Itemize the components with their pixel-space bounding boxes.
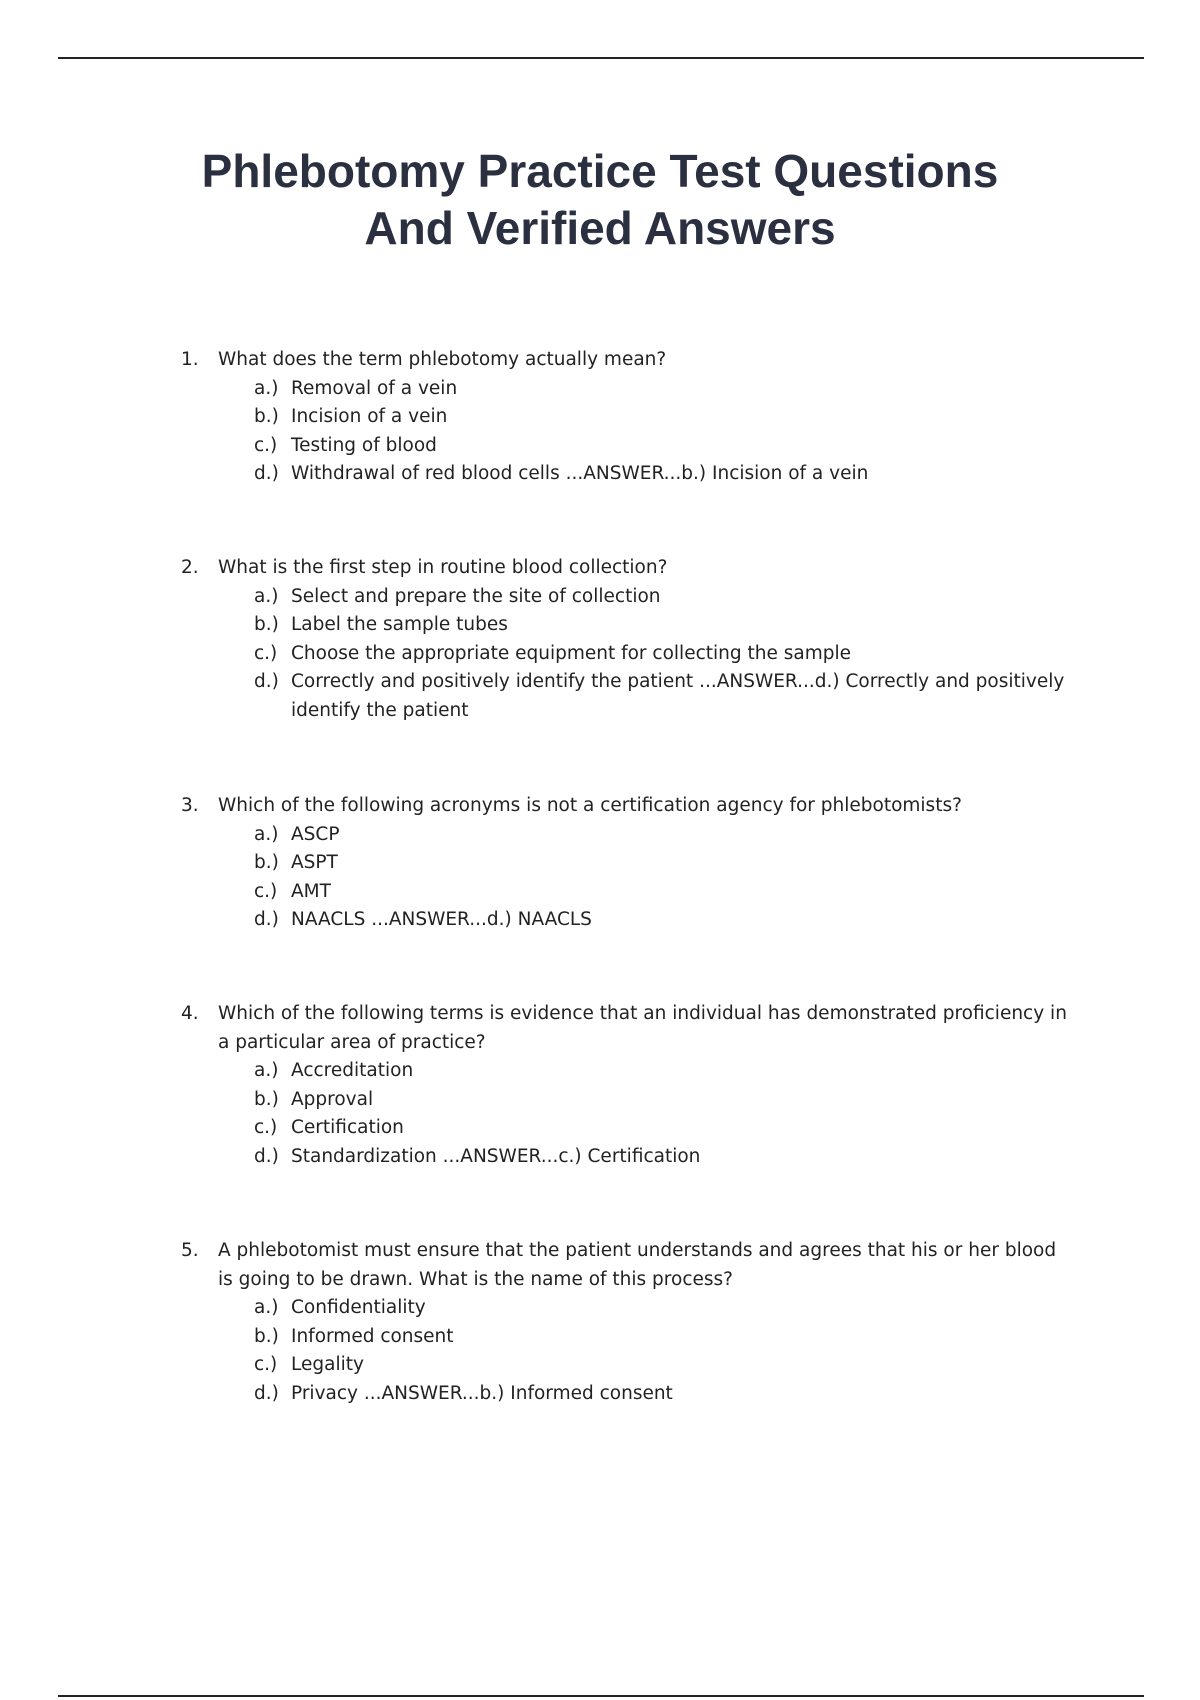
- answer-option: [0, 821, 1200, 850]
- option-text: Privacy ...ANSWER...b.) Informed consent: [291, 1382, 673, 1404]
- answer-option: [0, 1323, 1200, 1352]
- question-2: [0, 554, 1200, 725]
- answer-option: [0, 1086, 1200, 1115]
- answer-option: [0, 1380, 1200, 1409]
- answer-option: [0, 1057, 1200, 1086]
- option-letter: c.): [254, 880, 278, 902]
- option-letter: c.): [254, 1117, 278, 1138]
- option-letter: a.): [254, 823, 279, 845]
- answer-option: [0, 1114, 1200, 1143]
- question-number: 2.: [181, 557, 199, 578]
- question-5: [0, 1237, 1200, 1408]
- option-text: Confidentiality: [291, 1297, 426, 1318]
- answer-option: [0, 403, 1200, 432]
- option-text: NAACLS ...ANSWER...d.) NAACLS: [291, 909, 592, 930]
- option-letter: d.): [254, 463, 279, 484]
- answer-option: [0, 460, 1200, 489]
- title-line-2: And Verified Answers: [364, 202, 836, 254]
- question-text: Which of the following terms is evidence that an individual has demonstrated proficiency in a particular area of practice?: [218, 1003, 1067, 1053]
- option-letter: a.): [254, 1297, 279, 1318]
- option-text: ASCP: [291, 823, 340, 845]
- option-letter: a.): [254, 585, 279, 607]
- question-3: [0, 792, 1200, 935]
- option-text: Correctly and positively identify the patient ...ANSWER...d.) Correctly and positively identify the patient: [291, 671, 1065, 721]
- question-4: [0, 1000, 1200, 1171]
- option-letter: a.): [254, 1060, 279, 1081]
- option-text: Standardization ...ANSWER...c.) Certification: [291, 1145, 701, 1167]
- answer-option: [0, 878, 1200, 907]
- question-text: What is the first step in routine blood collection?: [218, 557, 668, 578]
- option-letter: a.): [254, 377, 279, 399]
- answer-option: [0, 640, 1200, 669]
- option-text: Certification: [291, 1117, 404, 1138]
- answer-option: [0, 583, 1200, 612]
- option-text: Accreditation: [291, 1060, 414, 1081]
- bottom-rule: [58, 1695, 1144, 1697]
- option-letter: b.): [254, 406, 279, 427]
- option-text: Choose the appropriate equipment for collecting the sample: [291, 642, 851, 664]
- answer-option: [0, 1294, 1200, 1323]
- option-text: AMT: [291, 880, 331, 902]
- option-text: Label the sample tubes: [291, 614, 508, 635]
- question-number: 1.: [181, 349, 199, 370]
- top-rule: [58, 57, 1144, 59]
- option-letter: d.): [254, 671, 279, 692]
- option-text: Removal of a vein: [291, 377, 458, 399]
- option-letter: c.): [254, 434, 278, 456]
- answer-option: [0, 432, 1200, 461]
- question-number: 3.: [181, 795, 199, 816]
- option-letter: b.): [254, 614, 279, 635]
- option-text: Withdrawal of red blood cells ...ANSWER...b.) Incision of a vein: [291, 463, 869, 484]
- option-text: ASPT: [291, 852, 338, 873]
- option-text: Approval: [291, 1088, 374, 1110]
- option-letter: b.): [254, 1325, 279, 1347]
- option-text: Informed consent: [291, 1325, 454, 1347]
- answer-option: [0, 668, 1200, 725]
- option-text: Select and prepare the site of collection: [291, 585, 661, 607]
- option-letter: b.): [254, 852, 279, 873]
- question-stem: [0, 1237, 1200, 1294]
- answer-option: [0, 1351, 1200, 1380]
- option-letter: d.): [254, 1145, 279, 1167]
- option-letter: d.): [254, 909, 279, 930]
- question-number: 4.: [181, 1003, 199, 1024]
- question-1: [0, 346, 1200, 489]
- option-letter: d.): [254, 1382, 279, 1404]
- option-text: Legality: [291, 1354, 364, 1375]
- option-letter: c.): [254, 642, 278, 664]
- option-letter: b.): [254, 1088, 279, 1110]
- question-stem: [0, 1000, 1200, 1057]
- answer-option: [0, 849, 1200, 878]
- answer-option: [0, 611, 1200, 640]
- page-title: [0, 143, 1200, 257]
- question-text: Which of the following acronyms is not a certification agency for phlebotomists?: [218, 795, 962, 816]
- title-line-1: Phlebotomy Practice Test Questions: [201, 145, 999, 197]
- answer-option: [0, 1143, 1200, 1172]
- option-text: Testing of blood: [291, 434, 437, 456]
- option-text: Incision of a vein: [291, 406, 448, 427]
- question-stem: [0, 554, 1200, 583]
- answer-option: [0, 375, 1200, 404]
- answer-option: [0, 906, 1200, 935]
- question-text: What does the term phlebotomy actually mean?: [218, 349, 667, 370]
- option-letter: c.): [254, 1354, 278, 1375]
- question-number: 5.: [181, 1240, 199, 1261]
- question-text: A phlebotomist must ensure that the patient understands and agrees that his or her blood is going to be drawn. What is the name of this process?: [218, 1240, 1057, 1290]
- question-stem: [0, 792, 1200, 821]
- question-stem: [0, 346, 1200, 375]
